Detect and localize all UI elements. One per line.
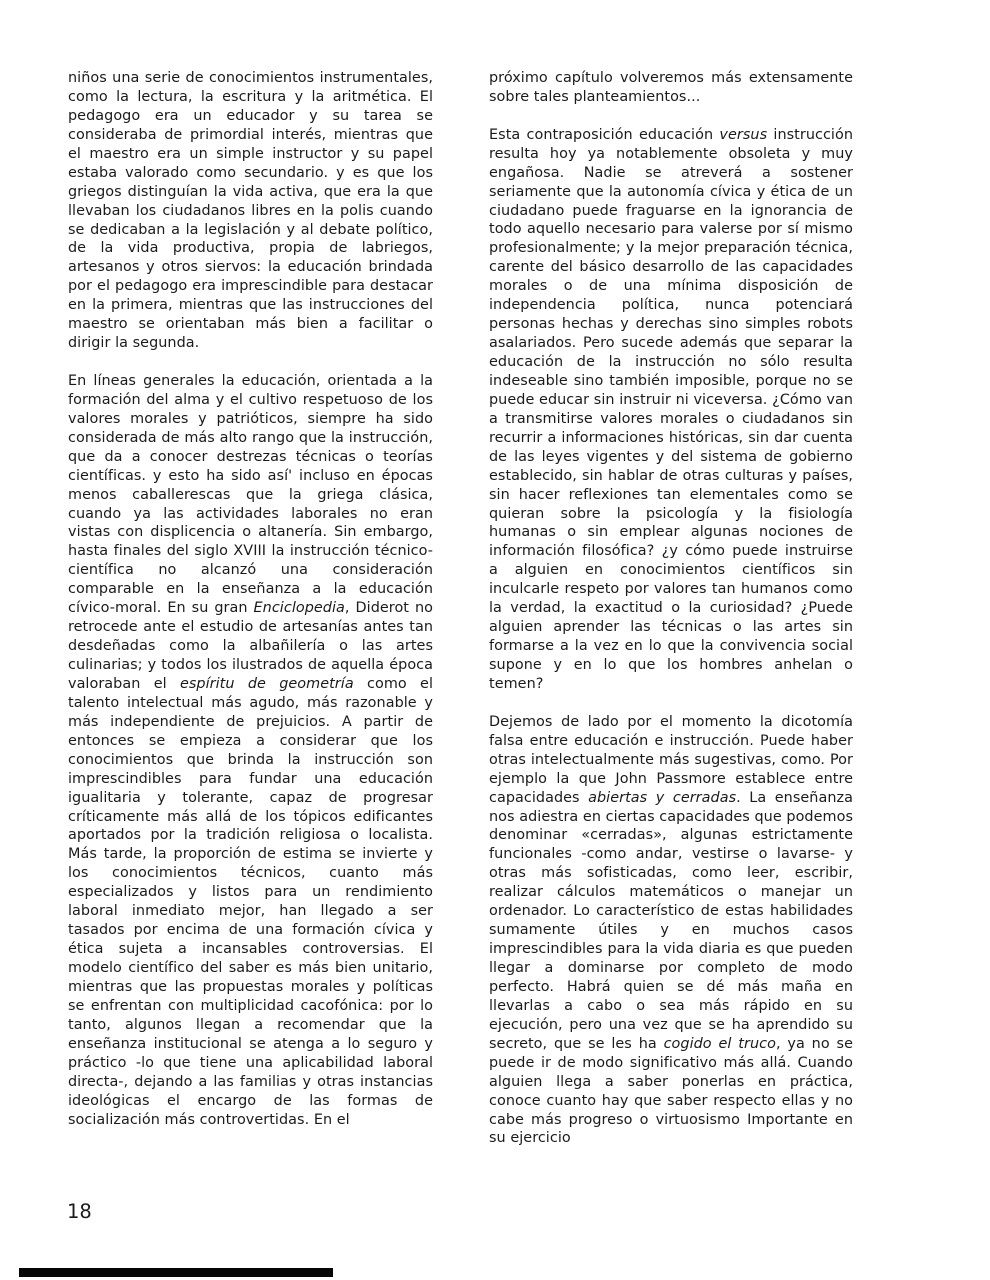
page-number: 18 — [67, 1200, 92, 1223]
text-run: como el talento intelectual más agudo, más razonable y más independiente de prejuicios. A partir de entonces se empieza a considerar que los conocimientos que brinda la instrucción son imprescindibles para fundar una educación igualitaria y tolerante, capaz de progresar críticamente más allá de los tópicos edificantes aportados por la tradición religiosa o localista. Más tarde, la proporción de estima se invierte y los conocimientos técnicos, cuanto más especializados y listos para un rendimiento laboral inmediato mejor, han llegado a ser tasados por encima de una formación cívica y ética sujeta a incansables controversias. El modelo científico del saber es más bien unitario, mientras que las propuestas morales y políticas se enfrentan con multiplicidad cacofónica: por lo tanto, algunos llegan a recomendar que la enseñanza institucional se atenga a lo seguro y práctico -lo que tiene una aplicabilidad laboral directa-, dejando a las familias y otras instancias ideológicas el encargo de las formas de socialización más controvertidas. En el — [68, 675, 433, 1128]
italic-text-run: cogido el truco — [663, 1035, 776, 1052]
italic-text-run: versus — [719, 126, 768, 143]
text-run: Esta contraposición educación — [489, 126, 720, 143]
text-run: Dejemos de lado por el momento la dicotomía falsa entre educación e instrucción. Puede haber otras intelectualmente más sugestivas, como. Por ejemplo la que John Passmore establece entre capacidades — [489, 713, 853, 806]
text-run: En líneas generales la educación, orientada a la formación del alma y el cultivo respetuoso de los valores morales y patrióticos, siempre ha sido considerada de más alto rango que la instrucción, que da a conocer destrezas técnicas o teorías científicas. y esto ha sido así' incluso en épocas menos caballerescas que la griega clásica, cuando ya las actividades laborales no eran vistas con displicencia o altanería. Sin embargo, hasta finales del siglo XVIII la instrucción técnico-científica no alcanzó una consideración comparable en la enseñanza a la educación cívico-moral. En su gran — [68, 372, 433, 617]
italic-text-run: espíritu de geometría — [179, 675, 354, 692]
text-column-right — [489, 69, 853, 1148]
paragraph — [489, 69, 853, 107]
scan-artifact-bar — [19, 1268, 333, 1277]
italic-text-run: Enciclopedia — [253, 600, 345, 617]
text-run: niños una serie de conocimientos instrumentales, como la lectura, la escritura y la aritmética. El pedagogo era un educador y su tarea se consideraba de primordial interés, mientras que el maestro era un simple instructor y su papel estaba valorado como secundario. y es que los griegos distinguían la vida activa, que era la que llevaban los ciudadanos libres en la polis cuando se dedicaban a la legislación y al debate político, de la vida productiva, propia de labriegos, artesanos y otros siervos: la educación brindada por el pedagogo era imprescindible para destacar en la primera, mientras que las instrucciones del maestro se orientaban más bien a facilitar o dirigir la segunda. — [68, 70, 433, 352]
paragraph — [489, 713, 853, 1149]
text-column-left — [68, 69, 433, 1129]
paragraph — [68, 372, 433, 1130]
text-run: , Diderot no retrocede ante el estudio de artesanías antes tan desdeñadas como la albañilería o las artes culinarias; y todos los ilustrados de aquella época valoraban el — [68, 600, 433, 692]
paragraph — [68, 69, 433, 353]
text-run: próximo capítulo volveremos más extensamente sobre tales planteamientos... — [489, 70, 853, 105]
text-run: . La enseñanza nos adiestra en ciertas capacidades que podemos denominar «cerradas», algunas estrictamente funcionales -como andar, vestirse o lavarse- y otras más sofisticadas, como leer, escribir, realizar cálculos matemáticos o manejar un ordenador. Lo característico de estas habilidades sumamente útiles y en muchos casos imprescindibles para la vida diaria es que pueden llegar a dominarse por completo de modo perfecto. Habrá quien se dé más maña en llevarlas a cabo o sea más rápido en su ejecución, pero una vez que se ha aprendido su secreto, que se les ha — [489, 789, 853, 1052]
text-run: instrucción resulta hoy ya notablemente obsoleta y muy engañosa. Nadie se atreverá a sostener seriamente que la autonomía cívica y ética de un ciudadano puede fraguarse en la ignorancia de todo aquello necesario para valerse por sí mismo profesionalmente; y la mejor preparación técnica, carente del básico desarrollo de las capacidades morales o de una mínima disposición de independencia política, nunca potenciará personas hechas y derechas sino simples robots asalariados. Pero sucede además que separar la educación de la instrucción no sólo resulta indeseable sino también imposible, porque no se puede educar sin instruir ni viceversa. ¿Cómo van a transmitirse valores morales o ciudadanos sin recurrir a informaciones históricas, sin dar cuenta de las leyes vigentes y del sistema de gobierno establecido, sin hablar de otras culturas y países, sin hacer reflexiones tan elementales como se quieran sobre la psicología y la fisiología humanas o sin emplear algunas nociones de información filosófica? ¿y cómo puede instruirse a alguien en conocimientos científicos sin inculcarle respeto por valores tan humanos como la verdad, la exactitud o la curiosidad? ¿Puede alguien aprender las técnicas o las artes sin formarse a la vez en lo que la convivencia social supone y en lo que los hombres anhelan o temen? — [489, 126, 854, 692]
italic-text-run: abiertas y cerradas — [588, 789, 737, 806]
paragraph — [489, 126, 853, 694]
text-run: , ya no se puede ir de modo significativo más allá. Cuando alguien llega a saber ponerlas en práctica, conoce cuanto hay que saber respecto ellas y no cabe más progreso o virtuosismo Importante en su ejercicio — [489, 1035, 853, 1147]
